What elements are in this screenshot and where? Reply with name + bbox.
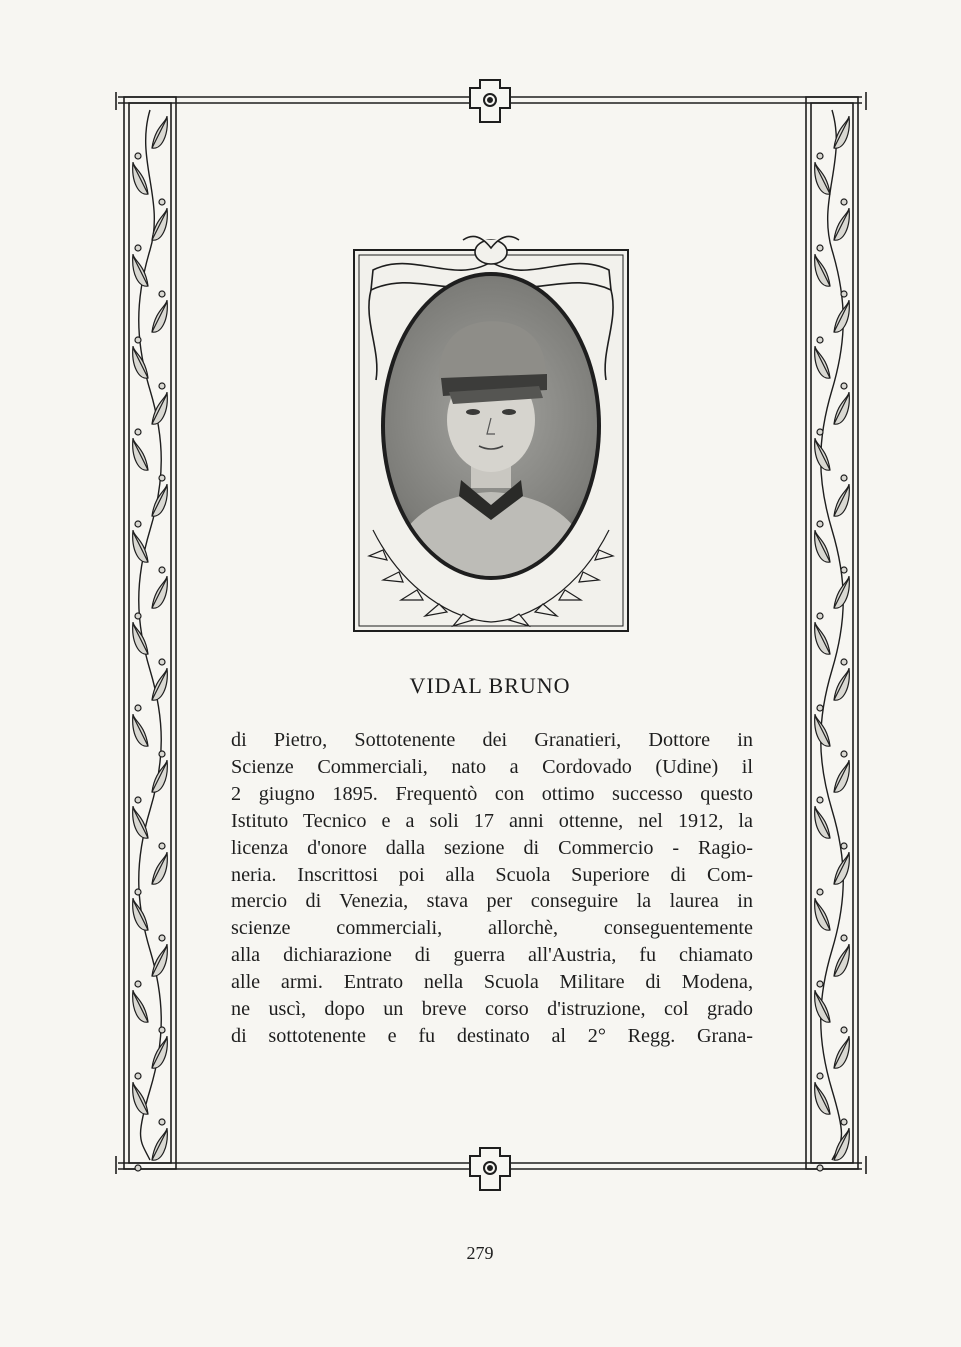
vine-berry: [135, 1073, 141, 1079]
vine-berry: [159, 199, 165, 205]
vine-berry: [135, 981, 141, 987]
biography-line: 2 giugno 1895. Frequentò con ottimo successo questo: [231, 782, 753, 805]
vine-berry: [841, 659, 847, 665]
vine-berry: [841, 475, 847, 481]
vine-berry: [135, 705, 141, 711]
top-cross-ornament: [470, 80, 510, 122]
vine-berry: [817, 1165, 823, 1171]
vine-berry: [817, 705, 823, 711]
vine-berry: [841, 843, 847, 849]
vine-berry: [817, 429, 823, 435]
biography-line: scienze commerciali, allorchè, conseguentemente: [231, 917, 753, 940]
vine-berry: [135, 797, 141, 803]
vine-berry: [817, 245, 823, 251]
vine-berry: [817, 797, 823, 803]
vine-berry: [159, 1119, 165, 1125]
vine-berry: [841, 751, 847, 757]
biography-line: alla dichiarazione di guerra all'Austria, fu chiamato: [231, 944, 753, 967]
biography-line: mercio di Venezia, stava per conseguire la laurea in: [231, 890, 753, 913]
vine-berry: [841, 1027, 847, 1033]
biography-line: alle armi. Entrato nella Scuola Militare di Modena,: [231, 971, 753, 994]
biography-line: di sottotenente e fu destinato al 2° Regg. Grana-: [231, 1024, 753, 1047]
vine-berry: [135, 153, 141, 159]
vine-berry: [817, 1073, 823, 1079]
biography-line: neria. Inscrittosi poi alla Scuola Superiore di Com-: [231, 863, 753, 886]
vine-berry: [135, 337, 141, 343]
vine-berry: [159, 475, 165, 481]
vine-berry: [135, 429, 141, 435]
biography-line: licenza d'onore dalla sezione di Commercio - Ragio-: [231, 836, 753, 859]
vine-berry: [817, 337, 823, 343]
vine-berry: [159, 567, 165, 573]
vine-berry: [841, 291, 847, 297]
vine-berry: [817, 889, 823, 895]
vine-berry: [841, 935, 847, 941]
vine-berry: [817, 981, 823, 987]
vine-berry: [135, 613, 141, 619]
vine-berry: [135, 1165, 141, 1171]
portrait-frame: [353, 230, 629, 632]
biography-line: Istituto Tecnico e a soli 17 anni ottenne, nel 1912, la: [231, 809, 753, 832]
vine-berry: [817, 521, 823, 527]
vine-berry: [159, 843, 165, 849]
vine-berry: [841, 199, 847, 205]
vine-berry: [159, 291, 165, 297]
biography-line: Scienze Commerciali, nato a Cordovado (Udine) il: [231, 755, 753, 778]
vine-berry: [159, 935, 165, 941]
vine-berry: [159, 659, 165, 665]
vine-berry: [135, 889, 141, 895]
vine-berry: [135, 245, 141, 251]
vine-berry: [841, 567, 847, 573]
vine-berry: [159, 383, 165, 389]
vine-berry: [841, 383, 847, 389]
vine-berry: [817, 153, 823, 159]
person-name: VIDAL BRUNO: [409, 673, 571, 698]
vine-berry: [159, 1027, 165, 1033]
biography-line: di Pietro, Sottotenente dei Granatieri, Dottore in: [231, 729, 753, 751]
biography-text: [231, 727, 753, 1050]
biography-line: ne uscì, dopo un breve corso d'istruzione, col grado: [231, 998, 753, 1021]
vine-berry: [159, 751, 165, 757]
vine-berry: [135, 521, 141, 527]
bottom-cross-ornament: [470, 1148, 510, 1190]
page-number: 279: [466, 1243, 494, 1263]
vine-berry: [817, 613, 823, 619]
vine-berry: [841, 1119, 847, 1125]
